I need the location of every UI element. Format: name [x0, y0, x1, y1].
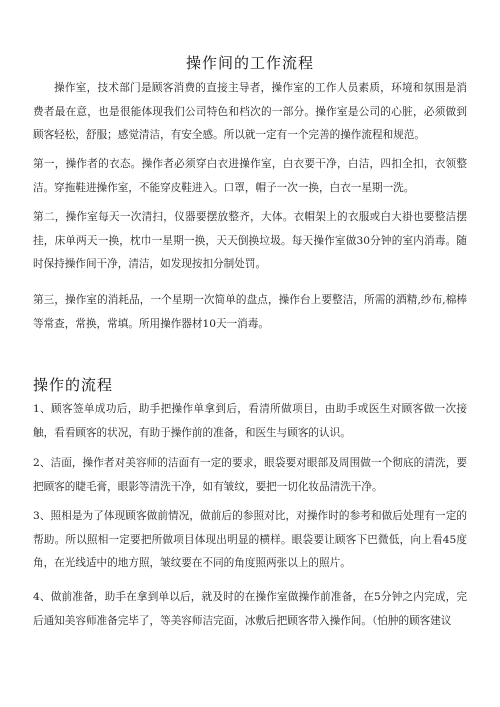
step-paragraph-2: 2、洁面，操作者对美容师的洁面有一定的要求，眼袋要对眼部及周围做一个彻底的清洗，要把顾客的睫毛膏，眼影等清洗干净，如有皱纹，要把一切化妆品清洗干净。 [33, 457, 467, 493]
step-paragraph-4: 4、做前准备，助手在拿到单以后，就及时的在操作室做操作前准备，在5分钟之内完成，完后通知美容师准备完毕了，等美容师洁完面，冰敷后把顾客带入操作间。（怕肿的顾客建议 [33, 591, 467, 627]
step-paragraph-3: 3、照相是为了体现顾客做前情况，做前后的参照对比，对操作时的参考和做后处理有一定的帮助。所以照相一定要把所做项目体现出明显的横样。眼袋要让顾客下巴微低，向上看45度角，在光线适中的地方照，皱纹要在不同的角度照两张以上的照片。 [33, 510, 467, 569]
rule-paragraph-2: 第二，操作室每天一次清扫，仪器要摆放整齐，大体。衣帽架上的衣服或白大褂也要整洁摆挂，床单两天一换，枕巾一星期一换，天天倒换垃圾。每天操作室做30分钟的室内消毒。随时保持操作间干净，清洁，如发现按扣分制处罚。 [33, 211, 467, 270]
intro-paragraph: 操作室，技术部门是顾客消费的直接主导者，操作室的工作人员素质，环境和氛围是消费者最在意，也是很能体现我们公司特色和档次的一部分。操作室是公司的心脏，必须做到顾客轻松，舒服；感觉清洁，有安全感。所以就一定有一个完善的操作流程和规范。 [33, 82, 467, 141]
section-heading: 操作的流程 [33, 376, 114, 394]
step-paragraph-1: 1、顾客签单成功后，助手把操作单拿到后，看清所做项目，由助手或医生对顾客做一次接触，看看顾客的状况，有助于操作前的准备，和医生与顾客的认识。 [33, 403, 467, 439]
rule-paragraph-3: 第三，操作室的消耗品，一个星期一次简单的盘点，操作台上要整洁，所需的酒精,纱布,棉棒等常查，常换，常填。所用操作器材10天一消毒。 [33, 294, 467, 330]
document-title: 操作间的工作流程 [185, 54, 314, 72]
rule-paragraph-1: 第一，操作者的衣态。操作者必须穿白衣进操作室，白衣要干净，白洁，四扣全扣，衣领整洁。穿拖鞋进操作室，不能穿皮鞋进入。口罩，帽子一次一换，白衣一星期一洗。 [33, 158, 467, 194]
